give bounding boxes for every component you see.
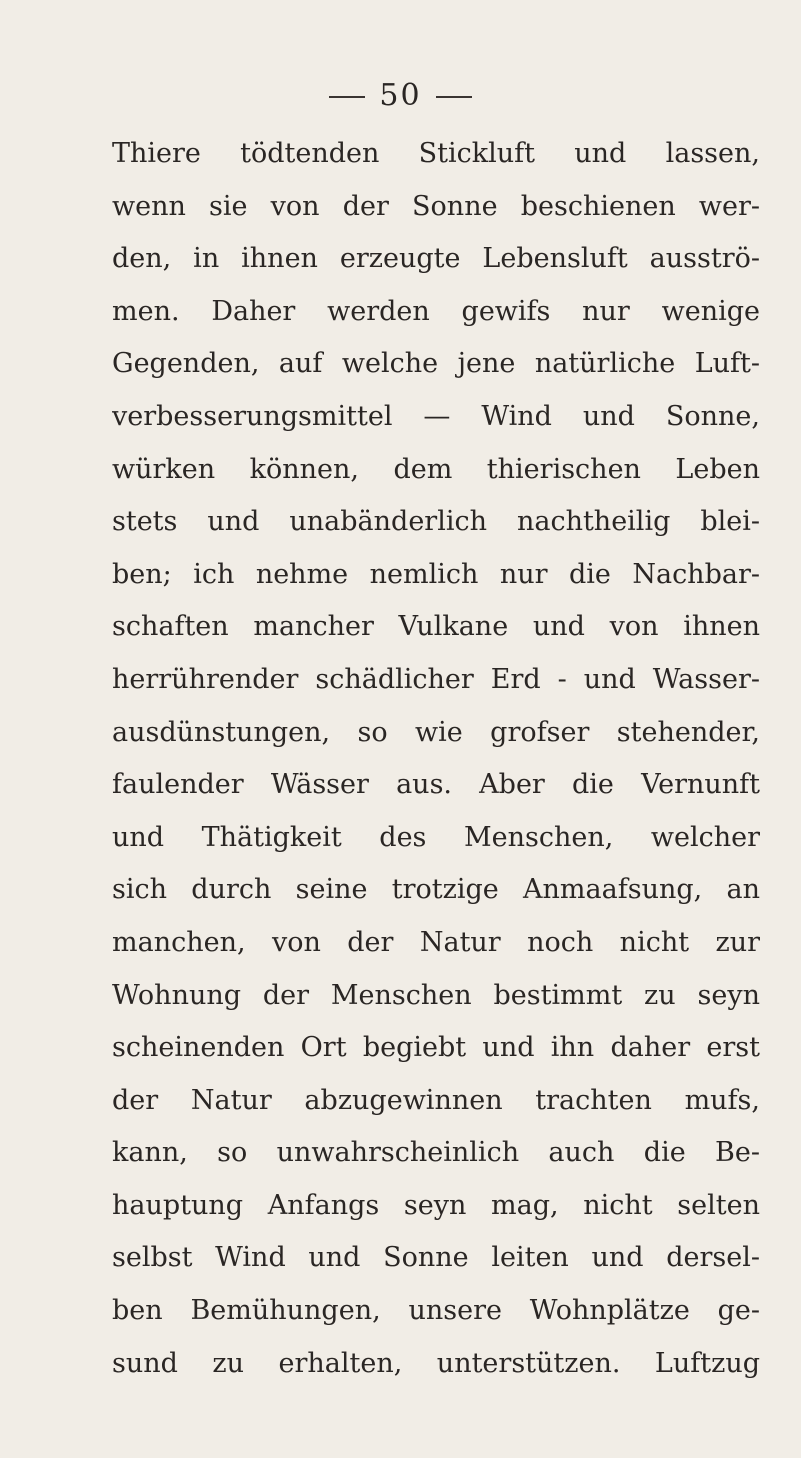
text-line: ben Bemühungen, unsere Wohnplätze ge-	[112, 1295, 760, 1327]
header-dash-left	[329, 96, 365, 98]
text-line: selbst Wind und Sonne leiten und dersel-	[112, 1242, 760, 1274]
page-body-text	[112, 128, 760, 1390]
text-line: sich durch seine trotzige Anmaafsung, an	[112, 874, 760, 906]
text-line: verbesserungsmittel — Wind und Sonne,	[112, 400, 760, 432]
text-line: stets und unabänderlich nachtheilig blei-	[112, 506, 760, 538]
header-dash-right	[436, 96, 472, 98]
text-line: men. Daher werden gewifs nur wenige	[112, 295, 760, 327]
text-line: den, in ihnen erzeugte Lebensluft ausströ-	[112, 243, 760, 275]
text-line: Gegenden, auf welche jene natürliche Luft-	[112, 348, 760, 380]
text-line: der Natur abzugewinnen trachten mufs,	[112, 1084, 760, 1116]
text-line: schaften mancher Vulkane und von ihnen	[112, 611, 760, 643]
text-line: Thiere tödtenden Stickluft und lassen,	[112, 138, 760, 169]
text-line: hauptung Anfangs seyn mag, nicht selten	[112, 1189, 760, 1221]
text-line: scheinenden Ort begiebt und ihn daher erst	[112, 1032, 760, 1064]
text-line: wenn sie von der Sonne beschienen wer-	[112, 190, 760, 222]
text-line: ausdünstungen, so wie grofser stehender,	[112, 716, 760, 748]
page-header	[0, 76, 801, 116]
text-line: manchen, von der Natur noch nicht zur	[112, 926, 760, 958]
text-line: faulender Wässer aus. Aber die Vernunft	[112, 769, 760, 801]
text-line: würken können, dem thierischen Leben	[112, 453, 760, 485]
text-line: herrührender schädlicher Erd - und Wasser-	[112, 663, 760, 695]
page-number: 50	[379, 78, 422, 113]
text-line: Wohnung der Menschen bestimmt zu seyn	[112, 979, 760, 1011]
text-line: ben; ich nehme nemlich nur die Nachbar-	[112, 558, 760, 590]
text-line: sund zu erhalten, unterstützen. Luftzug	[112, 1347, 760, 1379]
text-line: und Thätigkeit des Menschen, welcher	[112, 821, 760, 853]
text-line: kann, so unwahrscheinlich auch die Be-	[112, 1137, 760, 1169]
